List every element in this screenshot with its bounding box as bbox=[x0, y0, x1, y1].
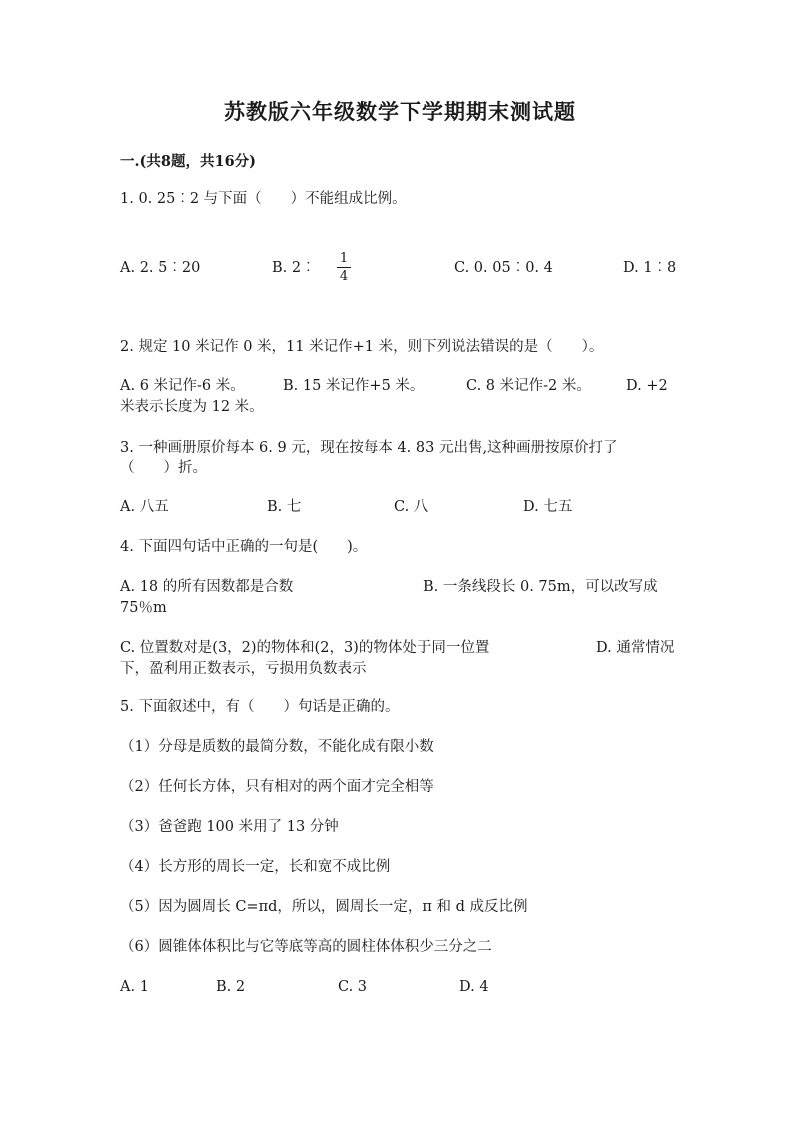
question-3-stem-line2: （ ）折。 bbox=[120, 460, 207, 476]
fraction-bar bbox=[337, 267, 351, 268]
page-title: 苏教版六年级数学下学期期末测试题 bbox=[224, 99, 576, 124]
question-3-option-d: D. 七五 bbox=[523, 499, 573, 515]
question-4-option-d-line1: D. 通常情况 bbox=[596, 640, 675, 656]
fraction-denominator: 4 bbox=[339, 269, 349, 284]
fraction-numerator: 1 bbox=[339, 251, 349, 266]
question-1-option-b-prefix: B. 2︰ bbox=[272, 260, 316, 276]
question-3-stem-line1: 3. 一种画册原价每本 6. 9 元，现在按每本 4. 83 元出售,这种画册按原价打了 bbox=[120, 440, 618, 456]
question-5-option-a: A. 1 bbox=[120, 979, 149, 995]
question-1-stem: 1. 0. 25︰2 与下面（ ）不能组成比例。 bbox=[120, 191, 407, 207]
question-2-option-c: C. 8 米记作-2 米。 bbox=[466, 378, 591, 394]
question-5-statement-6: （6）圆锥体体积比与它等底等高的圆柱体体积少三分之二 bbox=[120, 939, 492, 955]
question-1-option-b-fraction bbox=[337, 251, 351, 284]
question-5-statement-3: （3）爸爸跑 100 米用了 13 分钟 bbox=[120, 819, 339, 835]
question-4-option-a: A. 18 的所有因数都是合数 bbox=[120, 579, 294, 595]
question-5-statement-4: （4）长方形的周长一定，长和宽不成比例 bbox=[120, 859, 391, 875]
question-2-stem: 2. 规定 10 米记作 0 米，11 米记作+1 米，则下列说法错误的是（ ）。 bbox=[120, 339, 604, 355]
question-4-option-b-line2: 75％m bbox=[120, 600, 167, 616]
question-5-option-d: D. 4 bbox=[459, 979, 489, 995]
question-3-option-a: A. 八五 bbox=[120, 499, 169, 515]
question-1-option-a: A. 2. 5︰20 bbox=[120, 260, 201, 276]
question-5-statement-2: （2）任何长方体，只有相对的两个面才完全相等 bbox=[120, 779, 434, 795]
question-2-option-a: A. 6 米记作-6 米。 bbox=[120, 378, 245, 394]
question-5-option-b: B. 2 bbox=[216, 979, 246, 995]
question-4-stem: 4. 下面四句话中正确的一句是( )。 bbox=[120, 539, 368, 555]
question-5-option-c: C. 3 bbox=[338, 979, 368, 995]
question-2-option-d-line1: D. +2 bbox=[626, 378, 668, 394]
section-heading: 一.(共8题，共16分) bbox=[120, 153, 257, 170]
question-5-statement-1: （1）分母是质数的最简分数，不能化成有限小数 bbox=[120, 739, 434, 755]
question-4-option-b-line1: B. 一条线段长 0. 75m，可以改写成 bbox=[423, 579, 658, 595]
question-4-option-c: C. 位置数对是(3，2)的物体和(2，3)的物体处于同一位置 bbox=[120, 640, 490, 656]
question-2-option-b: B. 15 米记作+5 米。 bbox=[283, 378, 425, 394]
question-4-option-d-line2: 下，盈利用正数表示，亏损用负数表示 bbox=[120, 661, 367, 677]
question-5-stem: 5. 下面叙述中，有（ ）句话是正确的。 bbox=[120, 699, 400, 715]
question-1-option-c: C. 0. 05︰0. 4 bbox=[454, 260, 553, 276]
question-1-option-d: D. 1︰8 bbox=[623, 260, 677, 276]
question-3-option-b: B. 七 bbox=[267, 499, 302, 515]
question-3-option-c: C. 八 bbox=[394, 499, 429, 515]
question-5-statement-5: （5）因为圆周长 C=πd，所以，圆周长一定，π 和 d 成反比例 bbox=[120, 899, 528, 915]
question-2-option-d-line2: 米表示长度为 12 米。 bbox=[120, 399, 264, 415]
